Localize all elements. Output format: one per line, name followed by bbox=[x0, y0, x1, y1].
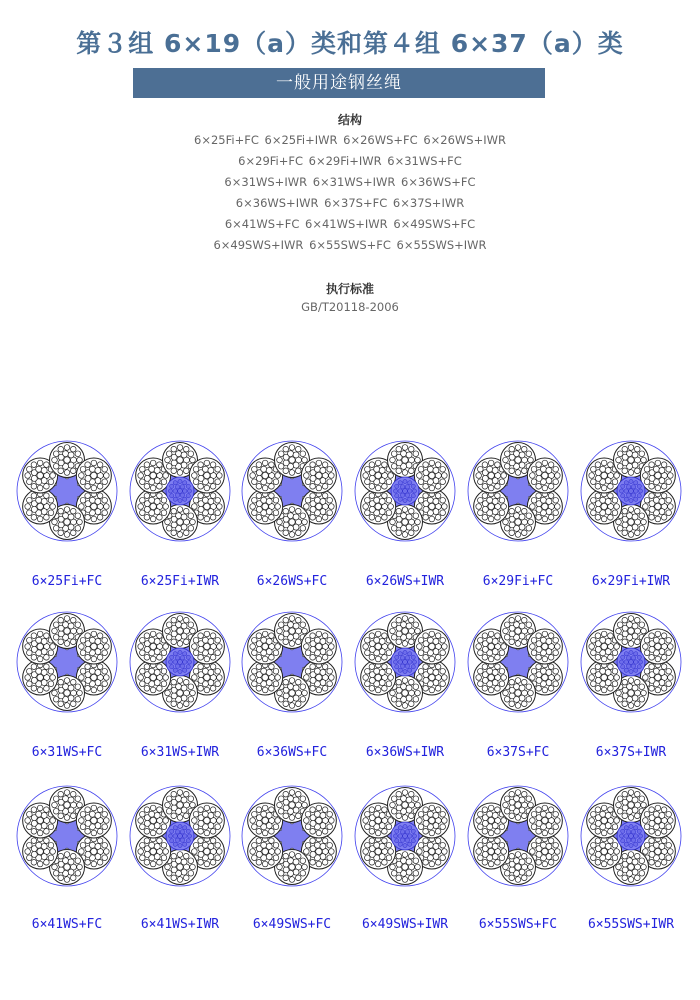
rope-cross-section-svg bbox=[238, 608, 346, 716]
standard-value: GB/T20118-2006 bbox=[301, 300, 399, 314]
rope-diagram bbox=[351, 782, 459, 890]
rope-label: 6×37S+IWR bbox=[595, 745, 667, 760]
rope-strand bbox=[189, 629, 224, 664]
rope-diagram bbox=[13, 782, 121, 890]
rope-label: 6×49SWS+FC bbox=[252, 917, 332, 932]
rope-cross-section-svg bbox=[351, 437, 459, 545]
rope-strand bbox=[361, 489, 396, 524]
structure-line: 6×41WS+FC 6×41WS+IWR 6×49SWS+FC bbox=[224, 217, 476, 231]
rope-strand bbox=[301, 458, 336, 493]
rope-label: 6×55SWS+IWR bbox=[587, 917, 675, 932]
rope-cross-section-svg bbox=[577, 608, 685, 716]
rope-diagram bbox=[126, 782, 234, 890]
rope-strand bbox=[587, 834, 622, 869]
rope-strand bbox=[414, 803, 449, 838]
rope-diagram bbox=[464, 782, 572, 890]
rope-strand bbox=[136, 660, 171, 695]
rope-strand bbox=[248, 489, 283, 524]
rope-label: 6×26WS+IWR bbox=[365, 574, 445, 589]
category-banner: 一般用途钢丝绳 bbox=[133, 68, 545, 98]
structure-label: 结构 bbox=[337, 113, 362, 127]
rope-diagram bbox=[351, 608, 459, 716]
rope-diagram bbox=[464, 437, 572, 545]
rope-cross-section-svg bbox=[351, 608, 459, 716]
rope-cross-section-svg bbox=[238, 437, 346, 545]
rope-cross-section-svg bbox=[577, 437, 685, 545]
rope-diagram bbox=[351, 437, 459, 545]
iwr-core-strand bbox=[166, 648, 194, 676]
rope-label: 6×31WS+IWR bbox=[140, 745, 220, 760]
rope-strand bbox=[361, 834, 396, 869]
rope-strand bbox=[527, 629, 562, 664]
iwr-core-strand bbox=[391, 822, 419, 850]
rope-label: 6×25Fi+IWR bbox=[140, 574, 220, 589]
structure-line: 6×49SWS+IWR 6×55SWS+FC 6×55SWS+IWR bbox=[213, 238, 487, 252]
iwr-core-strand bbox=[391, 477, 419, 505]
rope-strand bbox=[189, 803, 224, 838]
rope-strand bbox=[527, 458, 562, 493]
rope-diagram bbox=[577, 782, 685, 890]
rope-cross-section-svg bbox=[13, 437, 121, 545]
rope-strand bbox=[248, 660, 283, 695]
iwr-core-strand bbox=[391, 648, 419, 676]
rope-cross-section-svg bbox=[464, 437, 572, 545]
rope-strand bbox=[527, 803, 562, 838]
iwr-core-strand bbox=[617, 648, 645, 676]
rope-strand bbox=[189, 458, 224, 493]
structure-line: 6×29Fi+FC 6×29Fi+IWR 6×31WS+FC bbox=[238, 154, 462, 168]
rope-label: 6×25Fi+FC bbox=[31, 574, 103, 589]
rope-label: 6×55SWS+FC bbox=[478, 917, 558, 932]
rope-cross-section-svg bbox=[126, 608, 234, 716]
rope-diagram bbox=[577, 437, 685, 545]
rope-label: 6×36WS+FC bbox=[256, 745, 328, 760]
rope-diagram bbox=[577, 608, 685, 716]
rope-strand bbox=[136, 489, 171, 524]
rope-strand bbox=[474, 660, 509, 695]
rope-cross-section-svg bbox=[351, 782, 459, 890]
rope-cross-section-svg bbox=[126, 437, 234, 545]
page-title: 第３组 6×19（a）类和第４组 6×37（a）类 bbox=[76, 29, 624, 58]
rope-diagram bbox=[13, 608, 121, 716]
rope-diagram bbox=[126, 608, 234, 716]
rope-cross-section-svg bbox=[13, 608, 121, 716]
rope-strand bbox=[248, 834, 283, 869]
rope-strand bbox=[587, 660, 622, 695]
structure-line: 6×25Fi+FC 6×25Fi+IWR 6×26WS+FC 6×26WS+IWR bbox=[194, 133, 506, 147]
rope-strand bbox=[76, 458, 111, 493]
iwr-core-strand bbox=[166, 822, 194, 850]
rope-label: 6×41WS+IWR bbox=[140, 917, 220, 932]
rope-cross-section-svg bbox=[464, 782, 572, 890]
rope-label: 6×41WS+FC bbox=[31, 917, 103, 932]
structure-line: 6×36WS+IWR 6×37S+FC 6×37S+IWR bbox=[235, 196, 465, 210]
structure-line: 6×31WS+IWR 6×31WS+IWR 6×36WS+FC bbox=[224, 175, 476, 189]
rope-strand bbox=[301, 803, 336, 838]
rope-strand bbox=[474, 834, 509, 869]
rope-diagram bbox=[238, 782, 346, 890]
rope-diagram bbox=[238, 608, 346, 716]
rope-label: 6×36WS+IWR bbox=[365, 745, 445, 760]
rope-strand bbox=[23, 489, 58, 524]
rope-label: 6×37S+FC bbox=[486, 745, 550, 760]
rope-strand bbox=[23, 660, 58, 695]
rope-strand bbox=[301, 629, 336, 664]
rope-diagram bbox=[238, 437, 346, 545]
rope-cross-section-svg bbox=[464, 608, 572, 716]
rope-strand bbox=[136, 834, 171, 869]
iwr-core-strand bbox=[166, 477, 194, 505]
rope-strand bbox=[414, 629, 449, 664]
rope-diagram bbox=[126, 437, 234, 545]
rope-label: 6×31WS+FC bbox=[31, 745, 103, 760]
rope-diagram bbox=[464, 608, 572, 716]
rope-cross-section-svg bbox=[13, 782, 121, 890]
rope-strand bbox=[587, 489, 622, 524]
rope-label: 6×49SWS+IWR bbox=[361, 917, 449, 932]
rope-strand bbox=[640, 458, 675, 493]
rope-strand bbox=[474, 489, 509, 524]
rope-label: 6×26WS+FC bbox=[256, 574, 328, 589]
rope-strand bbox=[23, 834, 58, 869]
rope-strand bbox=[640, 629, 675, 664]
rope-cross-section-svg bbox=[126, 782, 234, 890]
rope-strand bbox=[640, 803, 675, 838]
rope-strand bbox=[361, 660, 396, 695]
rope-strand bbox=[414, 458, 449, 493]
iwr-core-strand bbox=[617, 822, 645, 850]
rope-cross-section-svg bbox=[577, 782, 685, 890]
standard-label: 执行标准 bbox=[325, 282, 374, 296]
rope-strand bbox=[76, 803, 111, 838]
rope-diagram bbox=[13, 437, 121, 545]
iwr-core-strand bbox=[617, 477, 645, 505]
rope-label: 6×29Fi+FC bbox=[482, 574, 554, 589]
rope-cross-section-svg bbox=[238, 782, 346, 890]
rope-label: 6×29Fi+IWR bbox=[591, 574, 671, 589]
rope-strand bbox=[76, 629, 111, 664]
